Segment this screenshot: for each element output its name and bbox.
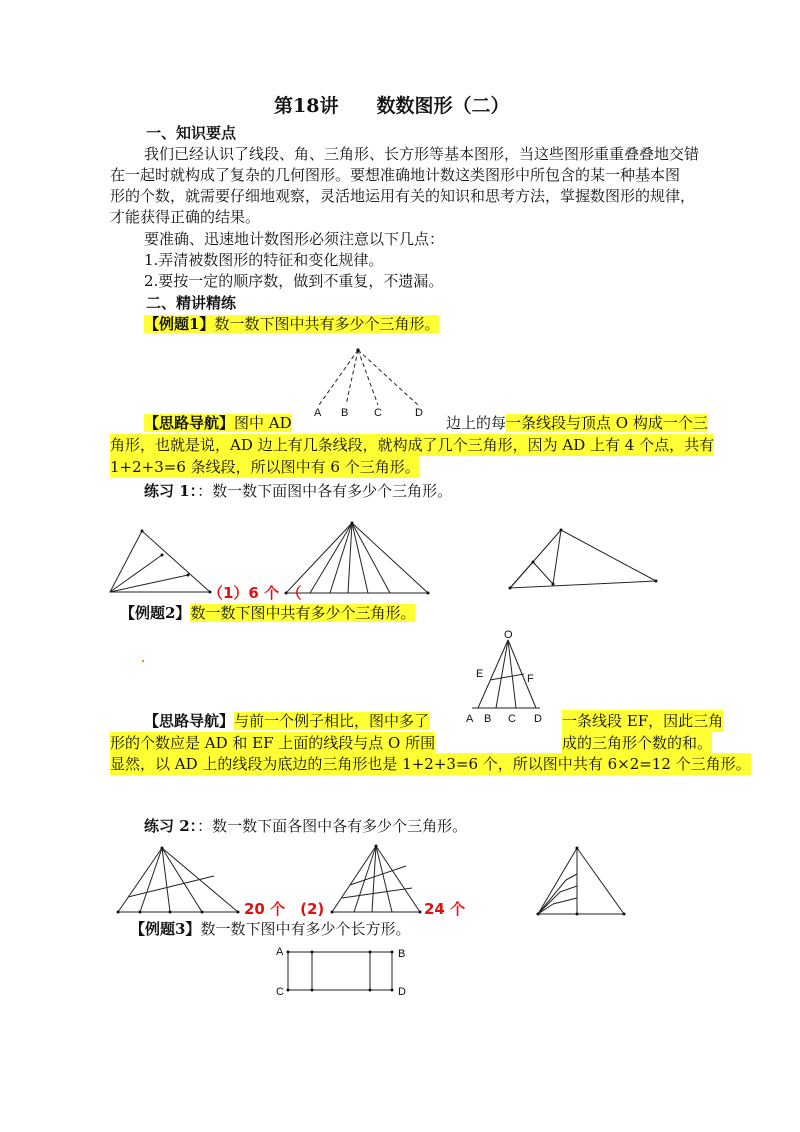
point-label: B (484, 713, 492, 725)
paragraph-line: 我们已经认识了线段、角、三角形、长方形等基本图形，当这些图形重重叠叠地交错 (144, 145, 700, 163)
point-label: F (527, 673, 534, 685)
hint-text: 一条线段 EF，因此三角 (562, 712, 724, 730)
hint-text: 形的个数应是 AD 和 EF 上面的线段与点 O 所围 (110, 734, 436, 752)
point-label: O (504, 629, 513, 641)
example-2-label: 【例题2】 (120, 604, 191, 622)
point-label: B (341, 407, 349, 419)
point-label: D (415, 407, 423, 419)
section-heading-practice: 二、精讲精练 (146, 294, 237, 312)
point-label: C (374, 407, 382, 419)
example-3-figure (272, 940, 422, 1000)
point-label: A (276, 946, 284, 958)
example-1-question: 数一数下图中共有多少个三角形。 (214, 315, 440, 333)
paragraph-line: 形的个数，就需要仔细地观察，灵活地运用有关的知识和思考方法，掌握数图形的规律， (110, 187, 696, 205)
paragraph-line: 才能获得正确的结果。 (110, 208, 261, 226)
example-1-label: 【例题1】 (144, 315, 215, 333)
exercise-2-answer-2: 24 个 (424, 900, 466, 918)
exercise-2-question: ：数一数下面各图中各有多少个三角形。 (197, 817, 468, 835)
example-3-label: 【例题3】 (130, 920, 201, 938)
hint-text: 与前一个例子相比，图中多了 (234, 712, 430, 730)
point-label: B (398, 948, 406, 960)
exercise-1-label: 练习 1： (144, 482, 198, 500)
exercise-2-figures (110, 840, 640, 920)
paragraph-line: 要准确、迅速地计数图形必须注意以下几点： (144, 230, 445, 248)
section-heading-knowledge: 一、知识要点 (146, 124, 237, 142)
point-2: 2.要按一定的顺序数，做到不重复，不遗漏。 (144, 272, 444, 290)
hint-text: 角形，也就是说，AD 边上有几条线段，就构成了几个三角形，因为 AD 上有 4 个点，共有 (110, 436, 715, 454)
point-label: C (276, 986, 284, 998)
hint-text: 显然，以 AD 上的线段为底边的三角形也是 1+2+3=6 个，所以图中共有 6×2=12 个三角形。 (110, 755, 751, 773)
hint-text: 图中 AD (234, 414, 292, 432)
point-label: E (476, 668, 484, 680)
hint-text: 成的三角形个数的和。 (562, 734, 713, 752)
exercise-1-question: ：数一数下面图中各有多少个三角形。 (197, 482, 453, 500)
stray-dot (142, 660, 144, 662)
hint-text: 1+2+3=6 条线段，所以图中有 6 个三角形。 (110, 458, 420, 476)
hint-text: 边上的每 (446, 414, 507, 432)
hint-label: 【思路导航】 (144, 414, 235, 432)
hint-label: 【思路导航】 (144, 712, 235, 730)
point-label: D (398, 986, 406, 998)
exercise-1-answer: （1）6 个 （ (208, 584, 302, 602)
hint-text: 一条线段与顶点 O 构成一个三 (506, 414, 708, 432)
exercise-2-label: 练习 2： (144, 817, 198, 835)
point-label: A (314, 407, 322, 419)
example-1-figure (300, 340, 460, 425)
paragraph-line: 在一起时就构成了复杂的几何图形。要想准确地计数这类图形中所包含的某一种基本图 (110, 166, 681, 184)
example-2-figure (460, 628, 560, 728)
exercise-2-answer-1: 20 个 (2) (244, 900, 325, 918)
page-title: 第18讲 数数图形（二） (274, 95, 510, 117)
exercise-1-figures (100, 515, 680, 600)
example-2-question: 数一数下图中共有多少个三角形。 (190, 604, 416, 622)
point-label: C (508, 713, 516, 725)
point-label: A (466, 713, 474, 725)
point-label: D (534, 713, 542, 725)
point-1: 1.弄清被数图形的特征和变化规律。 (144, 251, 384, 269)
example-3-question: 数一数下图中有多少个长方形。 (200, 920, 411, 938)
